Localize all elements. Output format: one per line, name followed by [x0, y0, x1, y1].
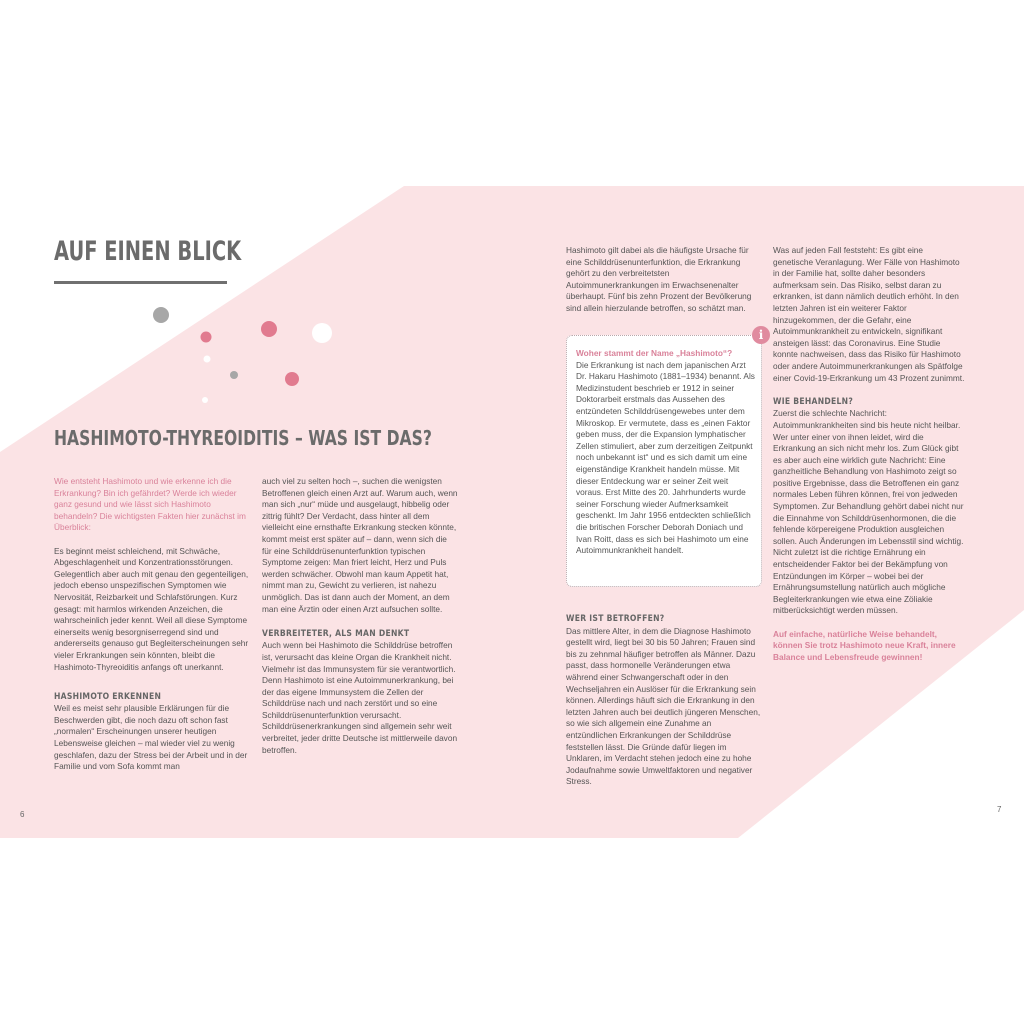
- column-2-paragraph-2: Auch wenn bei Hashimoto die Schilddrüse betroffen ist, verursacht das kleine Organ die Krankheit nicht. Vielmehr ist das Immunsystem für sie verantwortlich. Denn Hashimoto ist eine Autoimmunerkrankung, bei der das eigene Immunsystem die Zellen der Schilddrüse nach und nach zerstört und so eine Schilddrüsenunterfunktion verursacht. Schilddrüsenerkrankungen sind allgemein sehr weit verbreitet, jeder dritte Deutsche ist mittlerweile davon betroffen.: [262, 640, 458, 755]
- info-box-title: Woher stammt der Name „Hashimoto“?: [576, 348, 733, 358]
- column-1: [54, 476, 250, 773]
- dot-white-tiny: [202, 397, 208, 403]
- dot-white-small: [204, 356, 211, 363]
- column-3: [566, 614, 762, 788]
- section-heading: HASHIMOTO-THYREOIDITIS – WAS IST DAS?: [54, 426, 432, 450]
- column-2-paragraph-1: auch viel zu selten hoch –, suchen die wenigsten Betroffenen gleich einen Arzt auf. Warum auch, wenn man sich „nur“ müde und ausgelaugt, hibbelig oder zittrig fühlt? Der Verdacht, dass hinter all dem vielleicht eine ernsthafte Erkrankung stecken könnte, kommt meist erst später auf – dann, wenn sich die für eine Schilddrüsenunterfunktion typischen Symptome zeigen: Man friert leicht, Herz und Puls werden schwächer. Obwohl man kaum Appetit hat, nimmt man zu, Gewicht zu verlieren, ist nahezu unmöglich. Das ist dann auch der Moment, an dem man eine Ärztin oder einen Arzt aufsuchen sollte.: [262, 476, 458, 614]
- info-icon: i: [752, 326, 770, 344]
- highlight-text: Auf einfache, natürliche Weise behandelt, können Sie trotz Hashimoto neue Kraft, innere Balance und Lebensfreude gewinnen!: [773, 628, 956, 662]
- column-4-paragraph-1: Was auf jeden Fall feststeht: Es gibt eine genetische Veranlagung. Wer Fälle von Hashimoto in der Familie hat, sollte daher besonders aufmerksam sein. Das Risiko, selbst daran zu erkranken, ist dann nämlich deutlich erhöht. In den letzten Jahren ist ein weiterer Faktor hinzugekommen, der die Gefahr, eine Autoimmunkrankheit zu entwickeln, signifikant ansteigen lässt: das Coronavirus. Eine Studie konnte nachweisen, dass das Risiko für Hashimoto oder andere Autoimmunerkrankungen als Spätfolge einer Covid-19-Erkrankung um 43 Prozent zunimmt.: [773, 245, 965, 383]
- page-number-left: 6: [20, 810, 25, 819]
- dot-rose-medium-2: [285, 372, 299, 386]
- column-4-paragraph-2: Zuerst die schlechte Nachricht: Autoimmunkrankheiten sind bis heute nicht heilbar. Wer unter einer von ihnen leidet, wird die Erkrankung an sich nicht mehr los. Zum Glück gibt es aber auch eine wirklich gute Nachricht: Eine ganzheitliche Behandlung von Hashimoto zeigt so positive Ergebnisse, dass die Betroffenen ein ganz normales Leben führen können, frei von jedweden Symptomen. Zur Behandlung gehört dabei nicht nur die Einnahme von Schilddrüsenhormonen, die die fehlende körpereigene Produktion ausgleichen sollen. Auch Änderungen im Lebensstil sind wichtig. Nicht zuletzt ist die richtige Ernährung ein entscheidender Faktor bei der Bekämpfung von Entzündungen im Körper – wobei bei der Ernährungsumstellung natürlich auch mögliche Begleiterkrankungen wie etwa eine Zöliakie mitberücksichtigt werden müssen.: [773, 408, 964, 616]
- subheading-wie-behandeln: WIE BEHANDELN?: [773, 396, 854, 407]
- column-2: [262, 476, 458, 756]
- info-box: [566, 335, 762, 587]
- page-number-right: 7: [997, 805, 1002, 814]
- subheading-wer-ist-betroffen: WER IST BETROFFEN?: [566, 614, 665, 624]
- dot-gray-large: [153, 307, 169, 323]
- title-underline: [54, 281, 227, 284]
- column-3-intro: [566, 245, 762, 315]
- info-box-text: Die Erkrankung ist nach dem japanischen Arzt Dr. Hakaru Hashimoto (1881–1934) benannt. Als Medizinstudent beschrieb er 1912 in seiner Doktorarbeit erstmals das Aussehen des entzündeten Schilddrüsengewebes unter dem Mikroskop. Er vermutete, dass es „einen Faktor geben muss, der die Expansion lymphatischer Zellen stimuliert, aber zum derzeitigen Zeitpunkt noch unbekannt ist“ und es sich damit um eine eigenständige Krankheit handeln müsse. Mit dieser Entdeckung war er seiner Zeit weit voraus. Erst Mitte des 20. Jahrhunderts wurde seiner Forschung wieder Aufmerksamkeit geschenkt. Im Jahr 1956 entdeckten schließlich die britischen Forscher Deborah Doniach und Ivan Roitt, dass es sich bei Hashimoto um eine Autoimmunkrankheit handelt.: [576, 359, 755, 556]
- subheading-hashimoto-erkennen: HASHIMOTO ERKENNEN: [54, 691, 162, 702]
- dot-rose-medium: [261, 321, 277, 337]
- column-1-paragraph-2: Weil es meist sehr plausible Erklärungen für die Beschwerden gibt, die noch dazu oft schon fast „normalen“ Erscheinungen unserer heutigen Lebensweise gleichen – mal wieder viel zu wenig geschlafen, dazu der Stress bei der Arbeit und in der Familie und vom Sofa kommt man: [54, 703, 248, 772]
- dot-white-large: [312, 323, 332, 343]
- column-3-paragraph-2: Das mittlere Alter, in dem die Diagnose Hashimoto gestellt wird, liegt bei 30 bis 50 Jahren; Frauen sind bis zu zehnmal häufiger betroffen als Männer. Dazu passt, dass hormonelle Veränderungen etwa während einer Schwangerschaft oder in den Wechseljahren ein Auslöser für die Erkrankung sein können. Allerdings häuft sich die Erkrankung in den letzten Jahren auch bei deutlich jüngeren Menschen, so wie sich allgemein eine Zunahme an entzündlichen Erkrankungen der Schilddrüse feststellen lässt. Die Gründe dafür liegen im Unklaren, im Verdacht stehen jedoch eine zu hohe Jodaufnahme sowie Umweltfaktoren und negativer Stress.: [566, 625, 761, 787]
- column-3-paragraph-1: Hashimoto gilt dabei als die häufigste Ursache für eine Schilddrüsenunterfunktion, die Erkrankung gehört zu den verbreitetsten Autoimmunerkrankungen im Erwachsenenalter überhaupt. Fünf bis zehn Prozent der Bevölkerung sind allein hierzulande betroffen, so schätzt man.: [566, 245, 752, 313]
- subheading-verbreiteter: VERBREITETER, ALS MAN DENKT: [262, 628, 410, 639]
- column-1-paragraph-1: Es beginnt meist schleichend, mit Schwäche, Abgeschlagenheit und Konzentrationsstörungen. Gelegentlich aber auch mit genau den gegenteiligen, jedoch ebenso unspezifischen Symptomen wie Nervosität, Reizbarkeit und Schlafstörungen. Kurz gesagt: mit harmlos wirkenden Anzeichen, die wahrscheinlich jeder kennt. Weil all diese Symptome einerseits wenig besorgniserregend sind und andererseits genauso gut Begleiterscheinungen sehr vieler Erkrankungen sein könnten, bleibt die Hashimoto-Thyreoiditis anfangs oft unerkannt.: [54, 545, 249, 672]
- column-4: [773, 245, 965, 663]
- dot-gray-small: [230, 371, 238, 379]
- page-title: AUF EINEN BLICK: [54, 236, 242, 267]
- intro-text: Wie entsteht Hashimoto und wie erkenne ich die Erkrankung? Bin ich gefährdet? Werde ich wieder ganz gesund und wie lässt sich Hashimoto behandeln? Die wichtigsten Fakten hier zunächst im Überblick:: [54, 476, 246, 533]
- dot-rose-small: [201, 332, 212, 343]
